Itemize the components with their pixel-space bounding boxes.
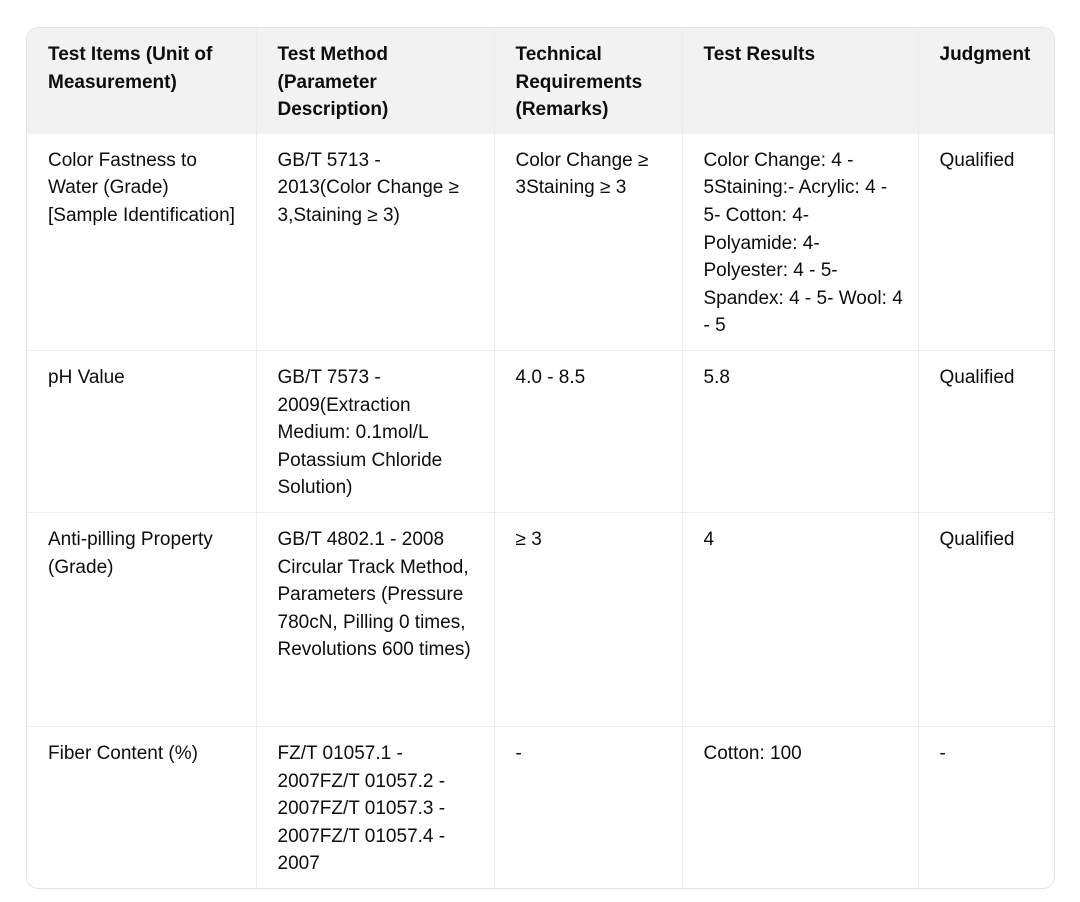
header-judgment: Judgment <box>918 28 1054 134</box>
cell-test-item: Fiber Content (%) <box>27 726 256 887</box>
cell-technical-requirement: 4.0 - 8.5 <box>494 350 682 512</box>
header-test-method: Test Method (Parameter Description) <box>256 28 494 134</box>
cell-judgment: Qualified <box>939 366 1015 388</box>
cell-technical-requirement: Color Change ≥ 3Staining ≥ 3 <box>494 134 682 351</box>
table-row <box>27 512 1054 726</box>
cell-test-result: Color Change: 4 - 5Staining:- Acrylic: 4 - 5- Cotton: 4- Polyamide: 4- Polyester: 4 - 5- Spandex: 4 - 5- Wool: 4 - 5 <box>682 134 918 351</box>
header-technical-requirements: Technical Requirements (Remarks) <box>494 28 682 134</box>
header-test-items: Test Items (Unit of Measurement) <box>27 28 256 134</box>
cell-test-method: GB/T 7573 - 2009(Extraction Medium: 0.1mol/L Potassium Chloride Solution) <box>256 350 494 512</box>
cell-test-item: Anti-pilling Property (Grade) <box>27 512 256 726</box>
cell-test-result: 5.8 <box>682 350 918 512</box>
test-results-table-container <box>26 27 1055 889</box>
cell-test-result: Cotton: 100 <box>682 726 918 887</box>
cell-test-result: 4 <box>682 512 918 726</box>
cell-test-item: pH Value <box>27 350 256 512</box>
cell-technical-requirement: - <box>494 726 682 887</box>
table-row <box>27 134 1054 351</box>
table-header-row <box>27 28 1054 134</box>
cell-technical-requirement: ≥ 3 <box>494 512 682 726</box>
test-results-table <box>27 28 1054 888</box>
cell-test-item: Color Fastness to Water (Grade) [Sample Identification] <box>27 134 256 351</box>
cell-test-method: GB/T 4802.1 - 2008 Circular Track Method, Parameters (Pressure 780cN, Pilling 0 times, Revolutions 600 times) <box>256 512 494 726</box>
cell-test-method: FZ/T 01057.1 - 2007FZ/T 01057.2 - 2007FZ/T 01057.3 - 2007FZ/T 01057.4 - 2007 <box>256 726 494 887</box>
cell-test-method: GB/T 5713 - 2013(Color Change ≥ 3,Staining ≥ 3) <box>256 134 494 351</box>
table-row <box>27 350 1054 512</box>
header-test-results: Test Results <box>682 28 918 134</box>
cell-judgment: - <box>939 742 946 764</box>
cell-judgment: Qualified <box>939 149 1015 171</box>
table-row <box>27 726 1054 887</box>
cell-judgment: Qualified <box>939 528 1015 550</box>
